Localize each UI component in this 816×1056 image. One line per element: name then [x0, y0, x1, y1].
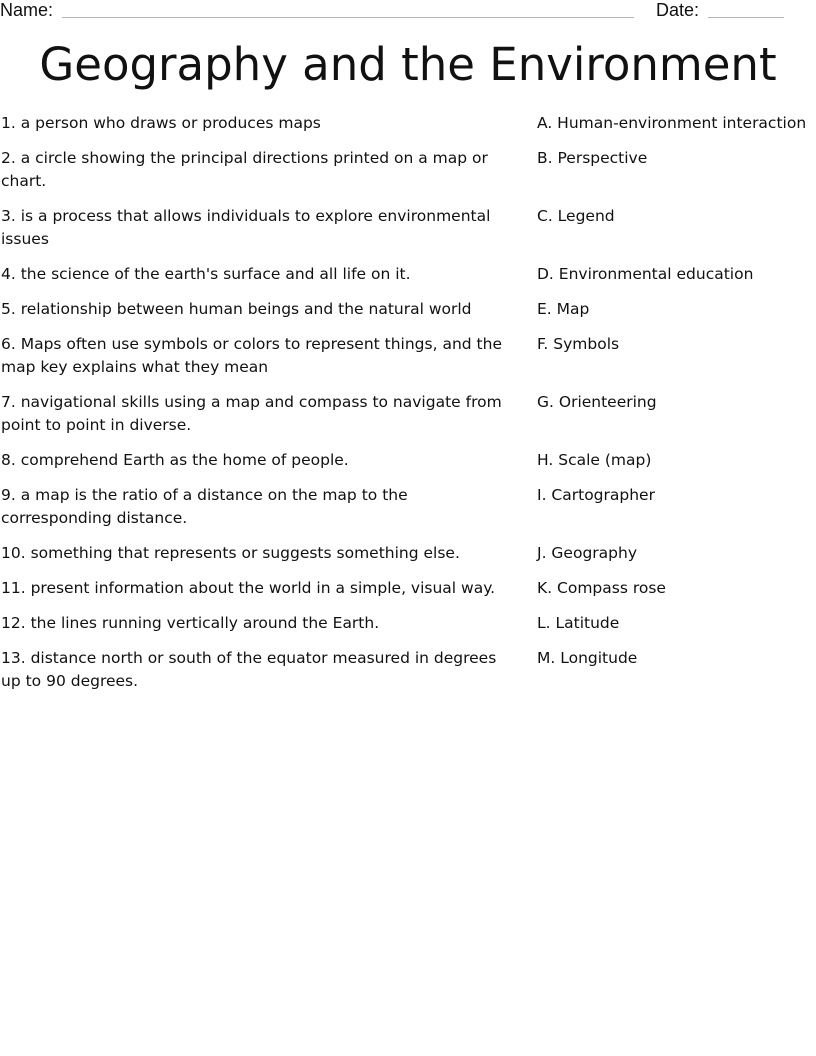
answer-option: B. Perspective [537, 149, 648, 167]
matching-list [0, 112, 816, 705]
answer-option: M. Longitude [537, 649, 638, 667]
answer-option: I. Cartographer [537, 486, 655, 504]
clue-text: 1. a person who draws or produces maps [1, 114, 321, 132]
matching-row-6 [0, 333, 816, 379]
matching-row-8 [0, 449, 816, 472]
answer-option: J. Geography [537, 544, 638, 562]
clue-text: 11. present information about the world in a simple, visual way. [1, 579, 496, 597]
matching-row-11 [0, 577, 816, 600]
answer-option: C. Legend [537, 207, 615, 225]
clue-text: 8. comprehend Earth as the home of people. [1, 451, 349, 469]
clue-text: 12. the lines running vertically around the Earth. [1, 614, 380, 632]
date-label: Date: [656, 0, 700, 20]
clue-text: 5. relationship between human beings and the natural world [1, 300, 472, 318]
answer-option: H. Scale (map) [537, 451, 652, 469]
matching-row-12 [0, 612, 816, 635]
clue-text: 2. a circle showing the principal directions printed on a map or chart. [1, 149, 488, 190]
clue-text: 7. navigational skills using a map and compass to navigate from point to point in diverse. [1, 393, 502, 434]
answer-option: K. Compass rose [537, 579, 666, 597]
matching-row-10 [0, 542, 816, 565]
matching-row-1 [0, 112, 816, 135]
clue-text: 13. distance north or south of the equator measured in degrees up to 90 degrees. [1, 649, 497, 690]
clue-text: 10. something that represents or suggests something else. [1, 544, 460, 562]
answer-option: A. Human-environment interaction [537, 114, 807, 132]
answer-option: G. Orienteering [537, 393, 657, 411]
page-title: Geography and the Environment [39, 38, 777, 91]
clue-text: 4. the science of the earth's surface and all life on it. [1, 265, 411, 283]
matching-row-4 [0, 263, 816, 286]
matching-row-13 [0, 647, 816, 693]
answer-option: E. Map [537, 300, 590, 318]
clue-text: 9. a map is the ratio of a distance on the map to the corresponding distance. [1, 486, 408, 527]
clue-text: 3. is a process that allows individuals to explore environmental issues [1, 207, 491, 248]
answer-option: F. Symbols [537, 335, 620, 353]
worksheet-header [0, 0, 816, 24]
answer-option: L. Latitude [537, 614, 620, 632]
answer-option: D. Environmental education [537, 265, 754, 283]
matching-row-7 [0, 391, 816, 437]
name-label: Name: [0, 0, 54, 20]
matching-row-3 [0, 205, 816, 251]
date-field[interactable] [708, 17, 784, 18]
matching-row-2 [0, 147, 816, 193]
name-field[interactable] [62, 17, 634, 18]
clue-text: 6. Maps often use symbols or colors to represent things, and the map key explains what they mean [1, 335, 502, 376]
matching-row-9 [0, 484, 816, 530]
matching-row-5 [0, 298, 816, 321]
